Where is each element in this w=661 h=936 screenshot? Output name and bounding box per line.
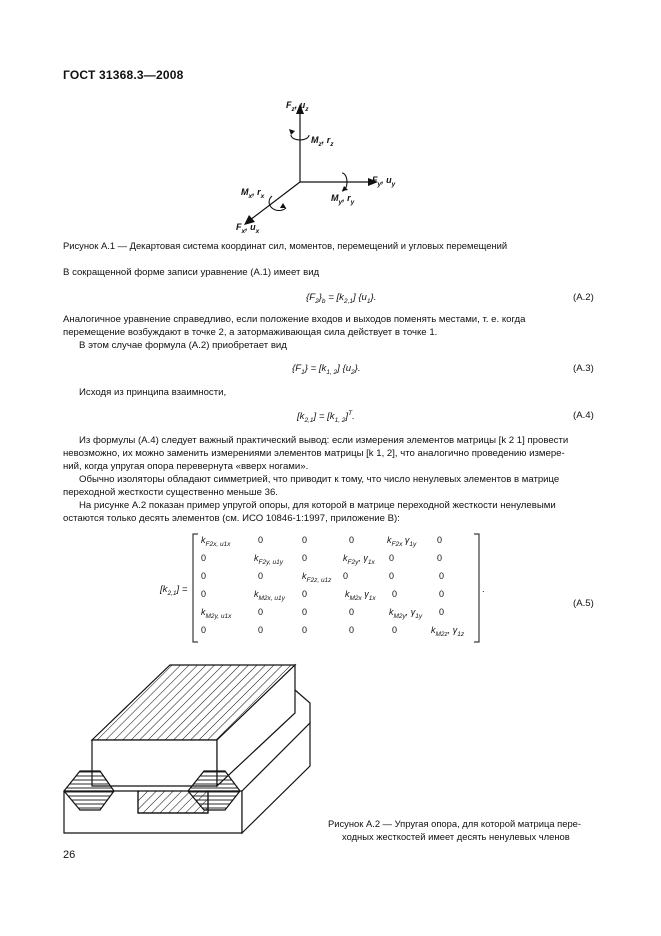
label-fy-uy: $F_y$, $u_y$ <box>372 175 396 188</box>
moment-x-arrowhead <box>280 203 286 208</box>
equation-a4-number: (А.4) <box>573 410 594 421</box>
matrix-period: . <box>482 584 485 595</box>
matrix-cell: 0 <box>201 553 207 563</box>
matrix-cell: 0 <box>302 625 308 635</box>
matrix-cell: 0 <box>439 607 445 617</box>
equation-a4: $[k_{2,1}] = [k_{1, 2}]^T$. <box>297 410 355 425</box>
matrix-cell: 0 <box>389 553 395 563</box>
matrix-cell: $k_{M2z}$, $\gamma_{1z}$ <box>431 625 465 638</box>
label-my-ry: $M_y$, $r_y$ <box>331 193 355 206</box>
paragraph-6a: Обычно изоляторы обладают симметрией, что приводит к тому, что число ненулевых элементов в матрице <box>79 474 560 485</box>
paragraph-5a: Из формулы (А.4) следует важный практический вывод: если измерения элементов матрицы [k 2 1] провести <box>79 435 569 446</box>
matrix-cell: 0 <box>258 535 264 545</box>
matrix-cell: 0 <box>258 571 264 581</box>
label-mx-rx: $M_x$, $r_x$ <box>241 187 265 200</box>
figure-a1-caption: Рисунок А.1 — Декартовая система координат сил, моментов, перемещений и угловых перемещений <box>63 240 508 251</box>
paragraph-4: Исходя из принципа взаимности, <box>79 387 227 398</box>
matrix-cell: $k_{F2x, u1x}$ <box>201 535 231 548</box>
matrix-cell: 0 <box>302 553 308 563</box>
matrix-cell: 0 <box>439 571 445 581</box>
paragraph-7a: На рисунке А.2 показан пример упругой опоры, для которой в матрице переходной жесткости ненулевыми <box>79 500 556 511</box>
matrix-cell: 0 <box>343 571 349 581</box>
label-fx-ux: $F_x$, $u_x$ <box>236 222 260 235</box>
matrix-cell: $k_{M2x}$ $\gamma_{1x}$ <box>345 589 376 602</box>
coordinate-system-diagram <box>220 90 420 240</box>
matrix-cell: $k_{F2y}$, $\gamma_{1x}$ <box>343 553 375 566</box>
matrix-cell: 0 <box>201 571 207 581</box>
paragraph-7b: остаются только десять элементов (см. ИСО 10846-1:1997, приложение В): <box>63 513 400 524</box>
matrix-cell: 0 <box>201 589 207 599</box>
equation-a2-number: (А.2) <box>573 292 594 303</box>
stiffness-matrix <box>199 535 479 641</box>
matrix-cell: 0 <box>437 535 443 545</box>
figure-a2-caption-line2: ходных жесткостей имеет десять ненулевых членов <box>342 831 570 842</box>
paragraph-6b: переходной жесткости существенно меньше 36. <box>63 487 278 498</box>
matrix-cell: $k_{M2x, u1y}$ <box>254 589 285 602</box>
right-ridge <box>295 690 310 723</box>
matrix-cell: 0 <box>349 625 355 635</box>
matrix-cell: $k_{F2z, u1z}$ <box>302 571 332 584</box>
paragraph-5c: ний, когда упругая опора перевернута «вверх ногами». <box>63 461 309 472</box>
figure-a2-caption-line1: Рисунок А.2 — Упругая опора, для которой матрица пере- <box>328 818 582 829</box>
document-header: ГОСТ 31368.3—2008 <box>63 68 184 82</box>
equation-a5-number: (А.5) <box>573 598 594 609</box>
paragraph-5b: невозможно, их можно заменить измерениями элементов матрицы [k 1, 2], что аналогично проведению измере- <box>63 448 565 459</box>
page-number: 26 <box>63 849 76 861</box>
matrix-cell: $k_{M2y}$, $\gamma_{1y}$ <box>389 607 423 620</box>
paragraph-1: В сокращенной форме записи уравнение (А.1) имеет вид <box>63 267 320 278</box>
paragraph-3: В этом случае формула (А.2) приобретает вид <box>79 340 287 351</box>
matrix-cell: 0 <box>201 625 207 635</box>
matrix-cell: $k_{M2y, u1x}$ <box>201 607 232 620</box>
matrix-cell: 0 <box>349 607 355 617</box>
matrix-cell: 0 <box>258 625 264 635</box>
matrix-cell: 0 <box>302 589 308 599</box>
elastic-mount-drawing <box>60 658 325 846</box>
matrix-cell: 0 <box>258 607 264 617</box>
matrix-cell: 0 <box>302 535 308 545</box>
matrix-cell: 0 <box>302 607 308 617</box>
label-mz-rz: $M_z$, $r_z$ <box>311 135 334 148</box>
equation-a3-number: (А.3) <box>573 363 594 374</box>
moment-y-arrowhead <box>342 186 348 191</box>
moment-z-arrowhead <box>289 129 295 135</box>
matrix-lhs: $[k_{2,1}]$ = <box>160 584 188 597</box>
paragraph-2b: перемещение возбуждают в точке 2, а затормаживающая сила действует в точке 1. <box>63 327 438 338</box>
equation-a3: $\{F_1\} = [k_{1, 2}]$ $\{u_2\}$. <box>292 363 361 376</box>
matrix-cell: 0 <box>392 589 398 599</box>
equation-a2: $\{F_2\}_b = [k_{2,1}]$ $\{u_1\}$. <box>306 292 377 305</box>
label-fz-uz: $F_z$, $u_z$ <box>286 100 309 113</box>
paragraph-2a: Аналогичное уравнение справедливо, если положение входов и выходов поменять местами, т. е. когда <box>63 314 526 325</box>
matrix-cell: $k_{F2x}$ $\gamma_{1y}$ <box>387 535 417 548</box>
matrix-cell: 0 <box>439 589 445 599</box>
matrix-cell: 0 <box>392 625 398 635</box>
matrix-cell: 0 <box>437 553 443 563</box>
matrix-cell: 0 <box>349 535 355 545</box>
matrix-cell: 0 <box>389 571 395 581</box>
matrix-cell: $k_{F2y, u1y}$ <box>254 553 283 566</box>
